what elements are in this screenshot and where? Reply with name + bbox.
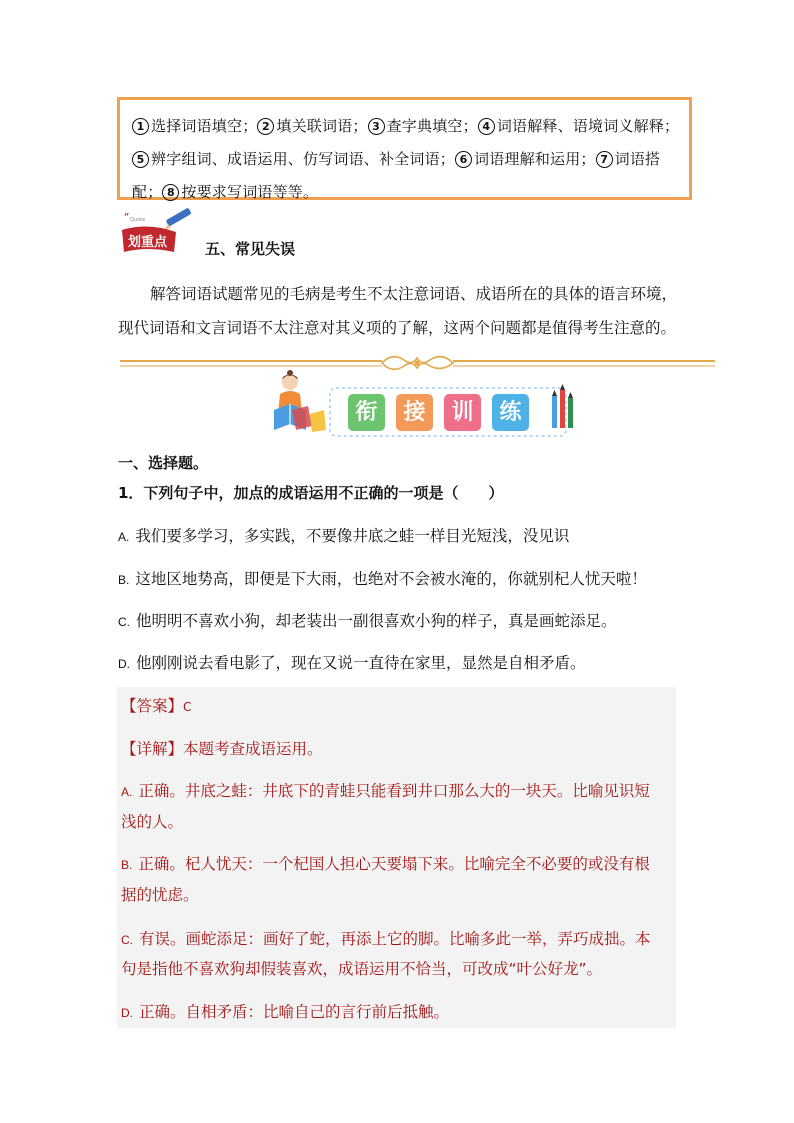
type-text: 词语解释、语境词义解释；: [496, 117, 680, 135]
answer-label: 【答案】: [121, 697, 184, 715]
option-text: 我们要多学习，多实践，不要像井底之蛙一样目光短浅，没见识: [135, 527, 570, 545]
explanation-text: 正确。杞人忧天：一个杞国人担心天要塌下来。比喻完全不必要的或没有根: [138, 855, 650, 873]
pen-icon: [164, 208, 192, 230]
option-letter: C.: [118, 615, 130, 629]
type-text: 按要求写词语等等。: [181, 183, 319, 201]
badge-text: 划重点: [128, 235, 168, 250]
girl-reading-icon: [274, 370, 326, 432]
explanation-text: 正确。井底之蛙：井底下的青蛙只能看到井口那么大的一块天。比喻见识短: [138, 782, 650, 800]
exercise-heading: 一、选择题。: [118, 454, 209, 472]
option-letter: A.: [118, 530, 130, 544]
question-text: 1．下列句子中，加点的成语运用不正确的一项是（ ）: [118, 484, 504, 502]
explanation-letter: A.: [121, 785, 133, 799]
banner-tile: [396, 394, 433, 431]
type-text: 填关联词语；: [276, 117, 368, 135]
option-d: [118, 651, 586, 673]
option-letter: B.: [118, 573, 130, 587]
option-c: [118, 609, 617, 631]
tile-char: 接: [403, 399, 426, 425]
box-line-3: [132, 176, 681, 209]
explanation-d: [121, 1000, 449, 1022]
tile-char: 练: [499, 399, 522, 425]
explanation-b: [121, 852, 650, 874]
type-text: 配；: [132, 183, 163, 201]
tile-char: 训: [451, 399, 474, 425]
circled-number: 7: [596, 151, 613, 168]
option-letter: D.: [118, 657, 130, 671]
type-text: 查字典填空；: [386, 117, 478, 135]
explanation-letter: D.: [121, 1006, 133, 1020]
paragraph-line: 现代词语和文言词语不太注意对其义项的了解，这两个问题都是值得考生注意的。: [118, 319, 677, 337]
detail-line: [121, 737, 323, 759]
explanation-text: 正确。自相矛盾：比喻自己的言行前后抵触。: [139, 1003, 450, 1021]
type-text: 词语搭: [614, 150, 661, 168]
option-text: 这地区地势高，即便是下大雨，也绝对不会被水淹的，你就别杞人忧天啦！: [135, 570, 647, 588]
option-b: [118, 567, 647, 589]
badge-quote: Quote: [130, 217, 146, 223]
pencils-icon: [552, 384, 573, 428]
option-text: 他刚刚说去看电影了，现在又说一直待在家里，显然是自相矛盾。: [136, 654, 586, 672]
detail-label: 【详解】: [121, 740, 184, 758]
box-line-2: [132, 143, 681, 176]
explanation-a-cont: 浅的人。: [121, 813, 184, 831]
explanation-letter: C.: [121, 933, 133, 947]
answer-panel: [117, 687, 676, 1028]
answer-line: [121, 694, 191, 716]
banner-tile: [348, 394, 385, 431]
svg-text:“: “: [124, 213, 130, 223]
explanation-letter: B.: [121, 858, 133, 872]
type-text: 辨字组词、成语运用、仿写词语、补全词语；: [151, 150, 456, 168]
type-text: 词语理解和运用；: [474, 150, 596, 168]
banner-tile: [444, 394, 481, 431]
explanation-text: 有误。画蛇添足：画好了蛇，再添上它的脚。比喻多此一举，弄巧成拙。本: [139, 930, 651, 948]
answer-value: C: [183, 700, 192, 714]
explanation-a: [121, 779, 650, 801]
box-line-1: [132, 110, 681, 143]
explanation-b-cont: 据的忧虑。: [121, 886, 199, 904]
tile-char: 衔: [355, 399, 378, 425]
circled-number: 8: [162, 184, 179, 201]
section-title: 五、常见失误: [205, 240, 296, 258]
section-paragraph: [118, 277, 693, 345]
circled-number: 1: [132, 118, 149, 135]
type-text: 选择词语填空；: [151, 117, 258, 135]
banner-tile: [492, 394, 529, 431]
circled-number: 5: [132, 151, 149, 168]
key-points-badge: [118, 208, 198, 258]
circled-number: 4: [478, 118, 495, 135]
circled-number: 2: [257, 118, 274, 135]
circled-number: 3: [368, 118, 385, 135]
option-a: [118, 524, 569, 546]
circled-number: 6: [455, 151, 472, 168]
detail-text: 本题考查成语运用。: [183, 740, 323, 758]
explanation-c: [121, 927, 651, 949]
question-types-box: [117, 97, 692, 200]
paragraph-line: 解答词语试题常见的毛病是考生不太注意词语、成语所在的具体的语言环境，: [150, 285, 678, 303]
explanation-c-cont: 句是指他不喜欢狗却假装喜欢，成语运用不恰当，可改成“叶公好龙”。: [121, 960, 603, 978]
option-text: 他明明不喜欢小狗，却老装出一副很喜欢小狗的样子，真是画蛇添足。: [136, 612, 617, 630]
